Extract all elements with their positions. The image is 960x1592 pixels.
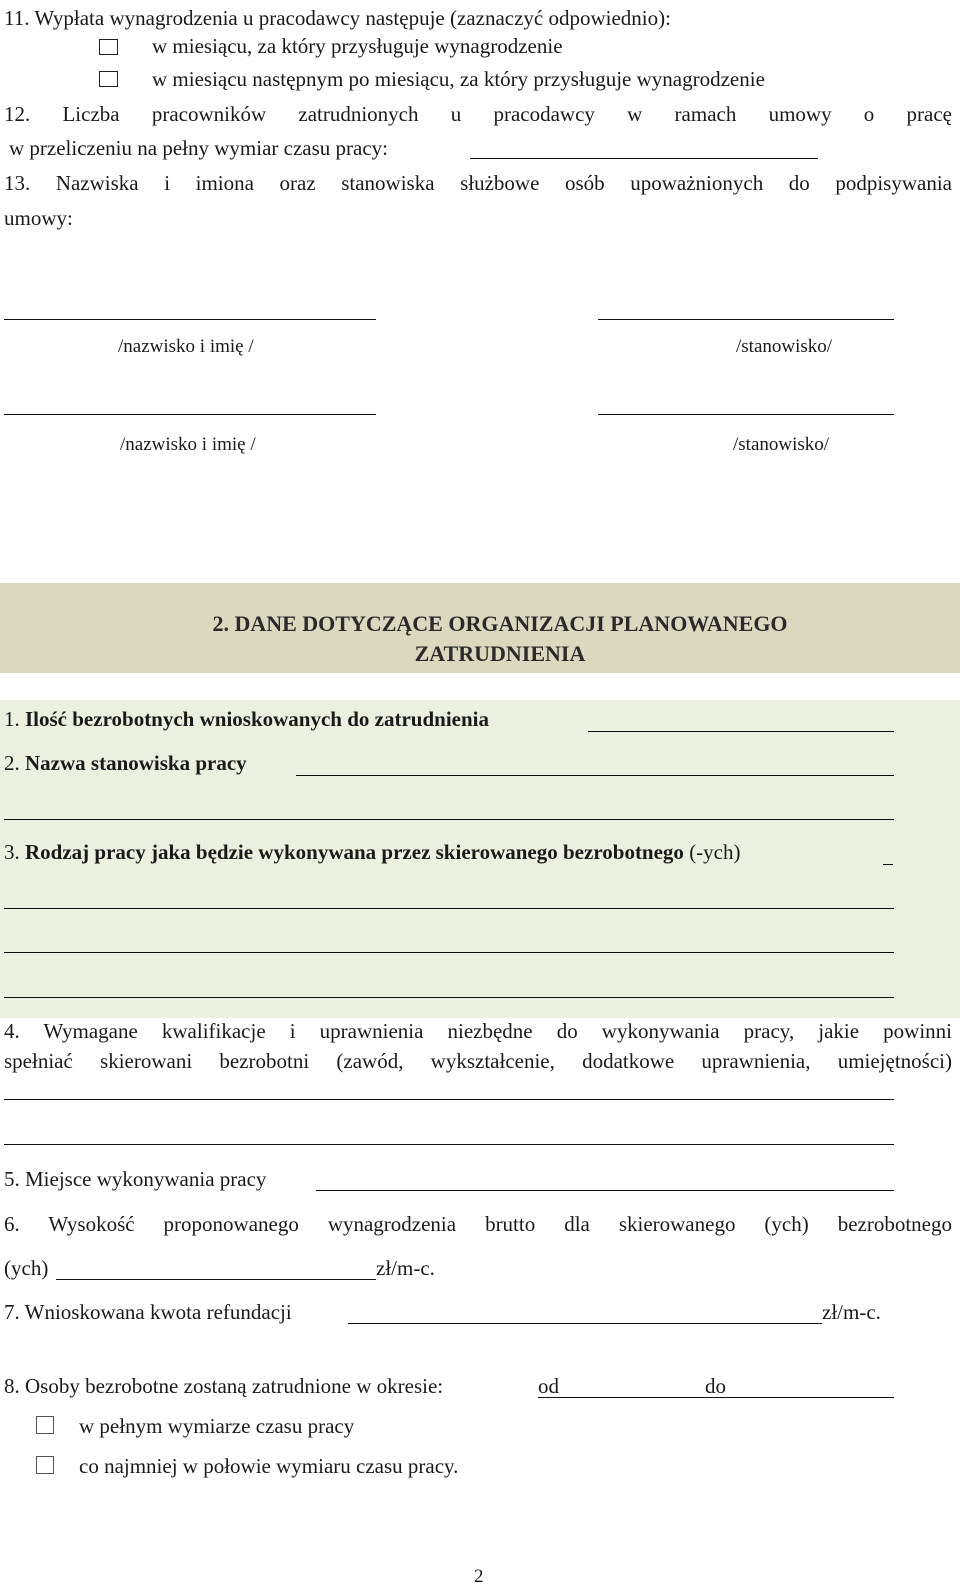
field-3-number: 3.: [4, 840, 25, 864]
unemployed-count-field[interactable]: [588, 731, 894, 732]
field-5-label: 5. Miejsce wykonywania pracy: [4, 1167, 267, 1191]
field-7-unit: zł/m-c.: [822, 1300, 881, 1324]
checkbox-paid-same-month[interactable]: [99, 39, 118, 55]
qualifications-field-1[interactable]: [4, 1099, 894, 1100]
field-8-to-label: do: [705, 1374, 726, 1398]
checkbox-half-time[interactable]: [36, 1456, 54, 1474]
field-3-text: Rodzaj pracy jaka będzie wykonywana przez skierowanego bezrobotnego: [25, 840, 684, 864]
field-6-prefix: (ych): [4, 1256, 49, 1280]
signatory-name-field-2[interactable]: [4, 414, 376, 415]
work-type-field-2[interactable]: [4, 952, 894, 953]
field-2-number: 2.: [4, 751, 25, 775]
work-type-field-start[interactable]: [883, 864, 893, 865]
work-place-field[interactable]: [316, 1190, 894, 1191]
refund-amount-field[interactable]: [348, 1323, 822, 1324]
field-1-number: 1.: [4, 707, 25, 731]
field-3-suffix: (-ych): [683, 840, 741, 864]
question-12-cont: w przeliczeniu na pełny wymiar czasu pracy:: [9, 136, 388, 160]
field-8-label: 8. Osoby bezrobotne zostaną zatrudnione w okresie:: [4, 1374, 444, 1398]
field-1-label: [4, 706, 489, 732]
position-name-field[interactable]: [296, 775, 894, 776]
position-caption-2: /stanowisko/: [733, 434, 830, 455]
field-7-label: 7. Wnioskowana kwota refundacji: [4, 1300, 292, 1324]
position-caption-1: /stanowisko/: [736, 336, 833, 357]
field-8-from-label: od: [538, 1374, 559, 1398]
work-type-field-3[interactable]: [4, 997, 894, 998]
signatory-position-field-2[interactable]: [598, 414, 894, 415]
option-paid-same-month: w miesiącu, za który przysługuje wynagrodzenie: [152, 34, 563, 58]
position-name-field-cont[interactable]: [4, 819, 894, 820]
question-13: 13. Nazwiska i imiona oraz stanowiska służbowe osób upoważnionych do podpisywania: [4, 171, 952, 195]
field-6-label: 6. Wysokość proponowanego wynagrodzenia brutto dla skierowanego (ych) bezrobotnego: [4, 1212, 952, 1236]
section-2-title-line1: 2. DANE DOTYCZĄCE ORGANIZACJI PLANOWANEGO: [212, 611, 788, 636]
option-paid-next-month: w miesiącu następnym po miesiącu, za który przysługuje wynagrodzenie: [152, 67, 765, 91]
name-caption-2: /nazwisko i imię /: [120, 434, 256, 455]
option-half-time: co najmniej w połowie wymiaru czasu pracy.: [79, 1454, 459, 1478]
signatory-name-field-1[interactable]: [4, 319, 376, 320]
option-full-time: w pełnym wymiarze czasu pracy: [79, 1414, 355, 1438]
question-13-cont: umowy:: [4, 206, 73, 230]
field-4-label: 4. Wymagane kwalifikacje i uprawnienia niezbędne do wykonywania pracy, jakie powinni: [4, 1019, 952, 1043]
field-3-label: [4, 839, 741, 865]
field-2-text: Nazwa stanowiska pracy: [25, 751, 247, 775]
question-12: 12. Liczba pracowników zatrudnionych u pracodawcy w ramach umowy o pracę: [4, 102, 952, 126]
section-2-title-line2: ZATRUDNIENIA: [414, 641, 586, 666]
field-2-label: [4, 750, 247, 776]
page-number: 2: [474, 1566, 484, 1587]
field-1-text: Ilość bezrobotnych wnioskowanych do zatrudnienia: [25, 707, 490, 731]
checkbox-full-time[interactable]: [36, 1416, 54, 1434]
name-caption-1: /nazwisko i imię /: [118, 336, 254, 357]
checkbox-paid-next-month[interactable]: [99, 71, 118, 87]
work-type-field-1[interactable]: [4, 908, 894, 909]
section-2-header: [0, 583, 960, 673]
field-6-unit: zł/m-c.: [376, 1256, 435, 1280]
field-4-label-cont: spełniać skierowani bezrobotni (zawód, wykształcenie, dodatkowe uprawnienia, umiejętności): [4, 1049, 952, 1073]
employee-count-field[interactable]: [470, 158, 818, 159]
salary-field[interactable]: [56, 1279, 376, 1280]
qualifications-field-2[interactable]: [4, 1144, 894, 1145]
signatory-position-field-1[interactable]: [598, 319, 894, 320]
question-11: 11. Wypłata wynagrodzenia u pracodawcy następuje (zaznaczyć odpowiednio):: [4, 6, 671, 30]
